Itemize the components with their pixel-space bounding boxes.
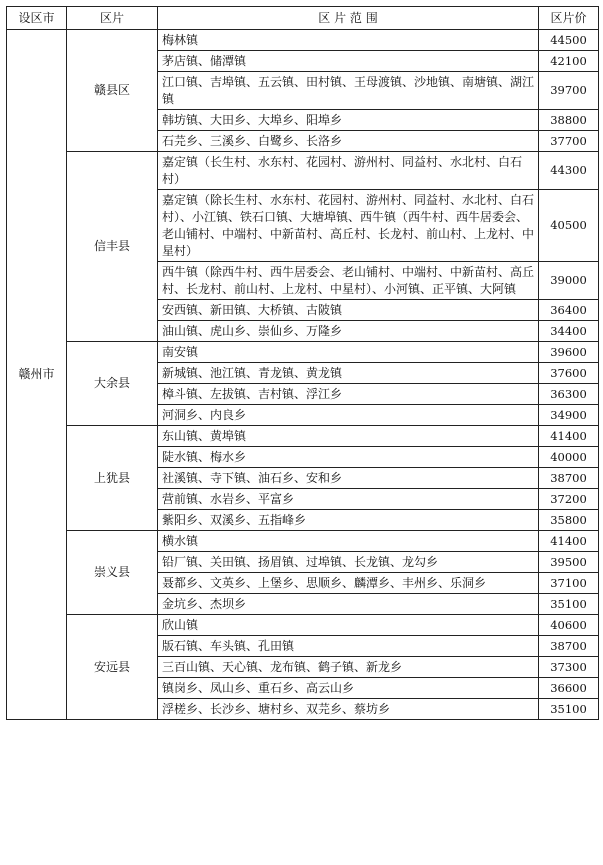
- scope-cell: 营前镇、水岩乡、平富乡: [158, 489, 539, 510]
- price-cell: 42100: [539, 51, 599, 72]
- table-body: [7, 30, 599, 720]
- scope-cell: 南安镇: [158, 342, 539, 363]
- scope-cell: 陡水镇、梅水乡: [158, 447, 539, 468]
- scope-cell: 镇岗乡、凤山乡、重石乡、高云山乡: [158, 678, 539, 699]
- scope-cell: 金坑乡、杰坝乡: [158, 594, 539, 615]
- scope-cell: 三百山镇、天心镇、龙布镇、鹤子镇、新龙乡: [158, 657, 539, 678]
- price-cell: 38800: [539, 110, 599, 131]
- scope-cell: 河洞乡、内良乡: [158, 405, 539, 426]
- scope-cell: 浮槎乡、长沙乡、塘村乡、双芫乡、蔡坊乡: [158, 699, 539, 720]
- scope-cell: 紫阳乡、双溪乡、五指峰乡: [158, 510, 539, 531]
- price-cell: 44500: [539, 30, 599, 51]
- district-cell: 上犹县: [67, 426, 158, 531]
- price-cell: 36300: [539, 384, 599, 405]
- price-cell: 34400: [539, 321, 599, 342]
- price-cell: 40600: [539, 615, 599, 636]
- scope-cell: 西牛镇（除西牛村、西牛居委会、老山铺村、中端村、中新苗村、高丘村、长龙村、前山村、上龙村、中星村）、小河镇、正平镇、大阿镇: [158, 262, 539, 300]
- price-cell: 41400: [539, 531, 599, 552]
- price-cell: 38700: [539, 468, 599, 489]
- header-city: 设区市: [7, 7, 67, 30]
- price-cell: 35100: [539, 699, 599, 720]
- district-cell: 大余县: [67, 342, 158, 426]
- price-cell: 40000: [539, 447, 599, 468]
- scope-cell: 石芫乡、三溪乡、白鹭乡、长洛乡: [158, 131, 539, 152]
- header-price: 区片价: [539, 7, 599, 30]
- price-cell: 39700: [539, 72, 599, 110]
- scope-cell: 新城镇、池江镇、青龙镇、黄龙镇: [158, 363, 539, 384]
- table-row: [7, 615, 599, 636]
- scope-cell: 韩坊镇、大田乡、大埠乡、阳埠乡: [158, 110, 539, 131]
- scope-cell: 版石镇、车头镇、孔田镇: [158, 636, 539, 657]
- price-cell: 39600: [539, 342, 599, 363]
- price-cell: 39500: [539, 552, 599, 573]
- table-row: [7, 531, 599, 552]
- scope-cell: 江口镇、吉埠镇、五云镇、田村镇、王母渡镇、沙地镇、南塘镇、湖江镇: [158, 72, 539, 110]
- scope-cell: 油山镇、虎山乡、崇仙乡、万隆乡: [158, 321, 539, 342]
- scope-cell: 聂都乡、文英乡、上堡乡、思顺乡、麟潭乡、丰州乡、乐洞乡: [158, 573, 539, 594]
- price-cell: 37300: [539, 657, 599, 678]
- scope-cell: 梅林镇: [158, 30, 539, 51]
- price-cell: 35800: [539, 510, 599, 531]
- district-cell: 崇义县: [67, 531, 158, 615]
- table-row: [7, 152, 599, 190]
- price-cell: 34900: [539, 405, 599, 426]
- header-district: 区片: [67, 7, 158, 30]
- price-cell: 41400: [539, 426, 599, 447]
- header-row: [7, 7, 599, 30]
- scope-cell: 欣山镇: [158, 615, 539, 636]
- scope-cell: 茅店镇、储潭镇: [158, 51, 539, 72]
- price-cell: 37100: [539, 573, 599, 594]
- price-cell: 44300: [539, 152, 599, 190]
- district-cell: 安远县: [67, 615, 158, 720]
- price-cell: 35100: [539, 594, 599, 615]
- scope-cell: 嘉定镇（长生村、水东村、花园村、游州村、同益村、水北村、白石村）: [158, 152, 539, 190]
- price-cell: 39000: [539, 262, 599, 300]
- price-cell: 37600: [539, 363, 599, 384]
- scope-cell: 安西镇、新田镇、大桥镇、古陂镇: [158, 300, 539, 321]
- scope-cell: 社溪镇、寺下镇、油石乡、安和乡: [158, 468, 539, 489]
- scope-cell: 嘉定镇（除长生村、水东村、花园村、游州村、同益村、水北村、白石村）、小江镇、铁石口镇、大塘埠镇、西牛镇（西牛村、西牛居委会、老山铺村、中端村、中新苗村、高丘村、长龙村、前山村、上龙村、中星村）: [158, 190, 539, 262]
- price-cell: 37700: [539, 131, 599, 152]
- header-scope: 区 片 范 围: [158, 7, 539, 30]
- price-cell: 38700: [539, 636, 599, 657]
- price-cell: 36400: [539, 300, 599, 321]
- price-cell: 37200: [539, 489, 599, 510]
- table-row: [7, 426, 599, 447]
- district-cell: 信丰县: [67, 152, 158, 342]
- scope-cell: 东山镇、黄埠镇: [158, 426, 539, 447]
- scope-cell: 横水镇: [158, 531, 539, 552]
- city-cell: 赣州市: [7, 30, 67, 720]
- land-price-table: [6, 6, 599, 720]
- table-row: [7, 30, 599, 51]
- district-cell: 赣县区: [67, 30, 158, 152]
- scope-cell: 铅厂镇、关田镇、扬眉镇、过埠镇、长龙镇、龙勾乡: [158, 552, 539, 573]
- price-cell: 40500: [539, 190, 599, 262]
- table-row: [7, 342, 599, 363]
- price-cell: 36600: [539, 678, 599, 699]
- scope-cell: 樟斗镇、左拔镇、吉村镇、浮江乡: [158, 384, 539, 405]
